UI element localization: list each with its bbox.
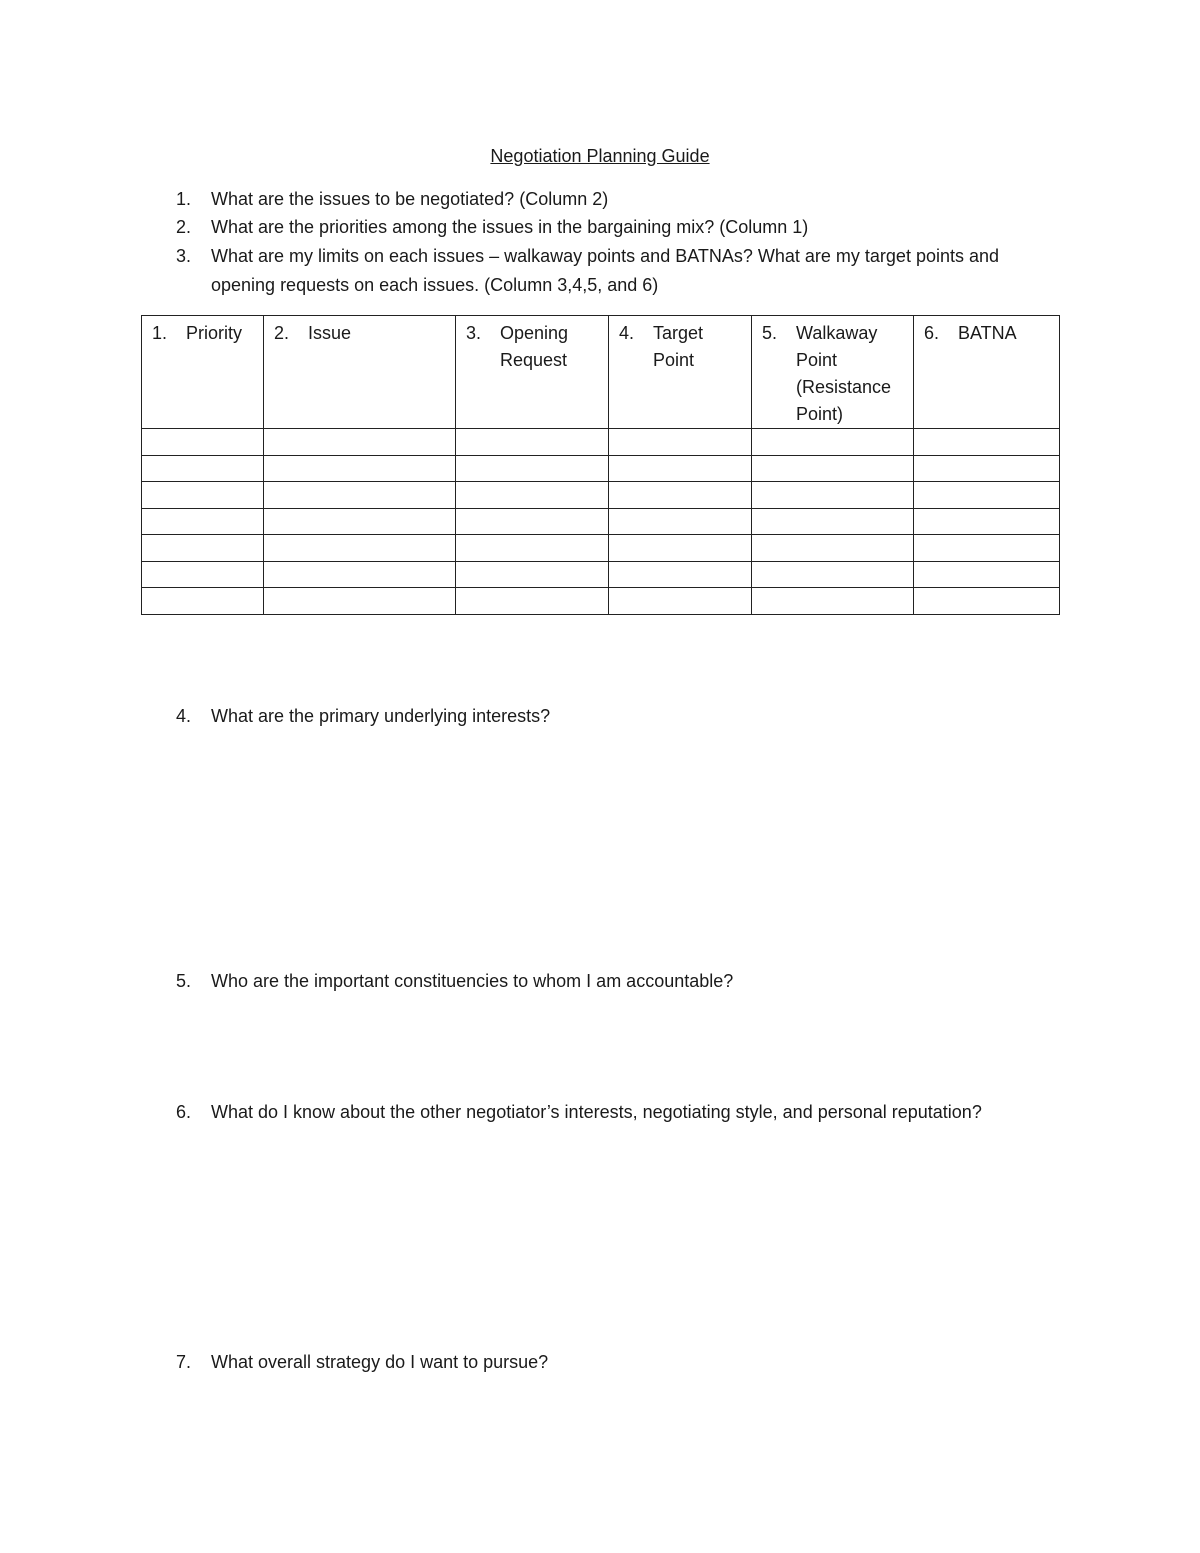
table-row xyxy=(142,455,1060,482)
question-text: Who are the important constituencies to whom I am accountable? xyxy=(211,971,734,991)
header-label: Priority xyxy=(186,323,243,343)
header-label: BATNA xyxy=(958,323,1017,343)
header-number: 1. xyxy=(152,323,168,343)
question-number: 6. xyxy=(176,1102,192,1122)
table-cell[interactable] xyxy=(456,482,609,509)
table-cell[interactable] xyxy=(752,508,914,535)
question-text: What are the issues to be negotiated? (Column 2) xyxy=(211,189,609,209)
question-text: What are the primary underlying interests? xyxy=(211,706,551,726)
table-cell[interactable] xyxy=(914,535,1060,562)
question-number: 7. xyxy=(176,1352,192,1372)
table-row xyxy=(142,561,1060,588)
table-cell[interactable] xyxy=(264,429,456,456)
header-label: Opening Request xyxy=(500,323,569,370)
table-cell[interactable] xyxy=(142,429,264,456)
question-text: What do I know about the other negotiator’s interests, negotiating style, and personal reputation? xyxy=(211,1102,982,1122)
header-number: 2. xyxy=(274,323,290,343)
table-cell[interactable] xyxy=(609,482,752,509)
header-number: 5. xyxy=(762,323,778,343)
table-cell[interactable] xyxy=(456,561,609,588)
table-cell[interactable] xyxy=(264,588,456,615)
table-cell[interactable] xyxy=(264,535,456,562)
table-cell[interactable] xyxy=(264,482,456,509)
table-cell[interactable] xyxy=(142,535,264,562)
table-cell[interactable] xyxy=(609,455,752,482)
table-cell[interactable] xyxy=(752,482,914,509)
question-number: 3. xyxy=(176,246,192,266)
planning-table xyxy=(141,315,1060,615)
header-number: 3. xyxy=(466,323,482,343)
table-cell[interactable] xyxy=(456,455,609,482)
table-cell[interactable] xyxy=(456,588,609,615)
table-cell[interactable] xyxy=(914,455,1060,482)
table-cell[interactable] xyxy=(456,508,609,535)
page-title: Negotiation Planning Guide xyxy=(490,146,710,166)
table-cell[interactable] xyxy=(609,588,752,615)
table-cell[interactable] xyxy=(914,429,1060,456)
table-row xyxy=(142,588,1060,615)
table-cell[interactable] xyxy=(914,508,1060,535)
table-row xyxy=(142,429,1060,456)
header-label: Target Point xyxy=(653,323,704,370)
header-issue xyxy=(264,316,456,429)
table-cell[interactable] xyxy=(914,588,1060,615)
question-text: What are the priorities among the issues in the bargaining mix? (Column 1) xyxy=(211,217,809,237)
table-cell[interactable] xyxy=(752,455,914,482)
question-number: 2. xyxy=(176,217,192,237)
question-2 xyxy=(176,213,1056,242)
question-3 xyxy=(176,242,1056,300)
question-text: What overall strategy do I want to pursue? xyxy=(211,1352,549,1372)
header-batna xyxy=(914,316,1060,429)
table-cell[interactable] xyxy=(456,535,609,562)
table-row xyxy=(142,535,1060,562)
table-cell[interactable] xyxy=(752,535,914,562)
table-cell[interactable] xyxy=(264,561,456,588)
table-cell[interactable] xyxy=(142,588,264,615)
table-cell[interactable] xyxy=(609,429,752,456)
table-cell[interactable] xyxy=(142,508,264,535)
table-cell[interactable] xyxy=(142,455,264,482)
question-6 xyxy=(176,1098,1056,1127)
table-cell[interactable] xyxy=(609,508,752,535)
question-1 xyxy=(176,185,1056,214)
header-label: Issue xyxy=(308,323,352,343)
header-target-point xyxy=(609,316,752,429)
table-cell[interactable] xyxy=(609,561,752,588)
table-cell[interactable] xyxy=(142,561,264,588)
question-7 xyxy=(176,1348,1056,1377)
header-priority xyxy=(142,316,264,429)
table-cell[interactable] xyxy=(609,535,752,562)
header-label: Walkaway Point (Resistance Point) xyxy=(796,323,892,424)
header-walkaway-point xyxy=(752,316,914,429)
question-number: 4. xyxy=(176,706,192,726)
question-5 xyxy=(176,967,1056,996)
table-cell[interactable] xyxy=(752,588,914,615)
header-number: 6. xyxy=(924,323,940,343)
table-row xyxy=(142,508,1060,535)
question-4 xyxy=(176,702,1056,731)
table-cell[interactable] xyxy=(752,561,914,588)
header-number: 4. xyxy=(619,323,635,343)
question-number: 1. xyxy=(176,189,192,209)
question-text: What are my limits on each issues – walkaway points and BATNAs? What are my target points and opening requests on each issues. (Column 3,4,5, and 6) xyxy=(211,246,1000,295)
table-cell[interactable] xyxy=(456,429,609,456)
table-cell[interactable] xyxy=(142,482,264,509)
header-opening-request xyxy=(456,316,609,429)
table-cell[interactable] xyxy=(914,561,1060,588)
table-cell[interactable] xyxy=(752,429,914,456)
table-row xyxy=(142,482,1060,509)
table-cell[interactable] xyxy=(264,455,456,482)
question-number: 5. xyxy=(176,971,192,991)
table-cell[interactable] xyxy=(914,482,1060,509)
table-header-row xyxy=(142,316,1060,429)
table-cell[interactable] xyxy=(264,508,456,535)
